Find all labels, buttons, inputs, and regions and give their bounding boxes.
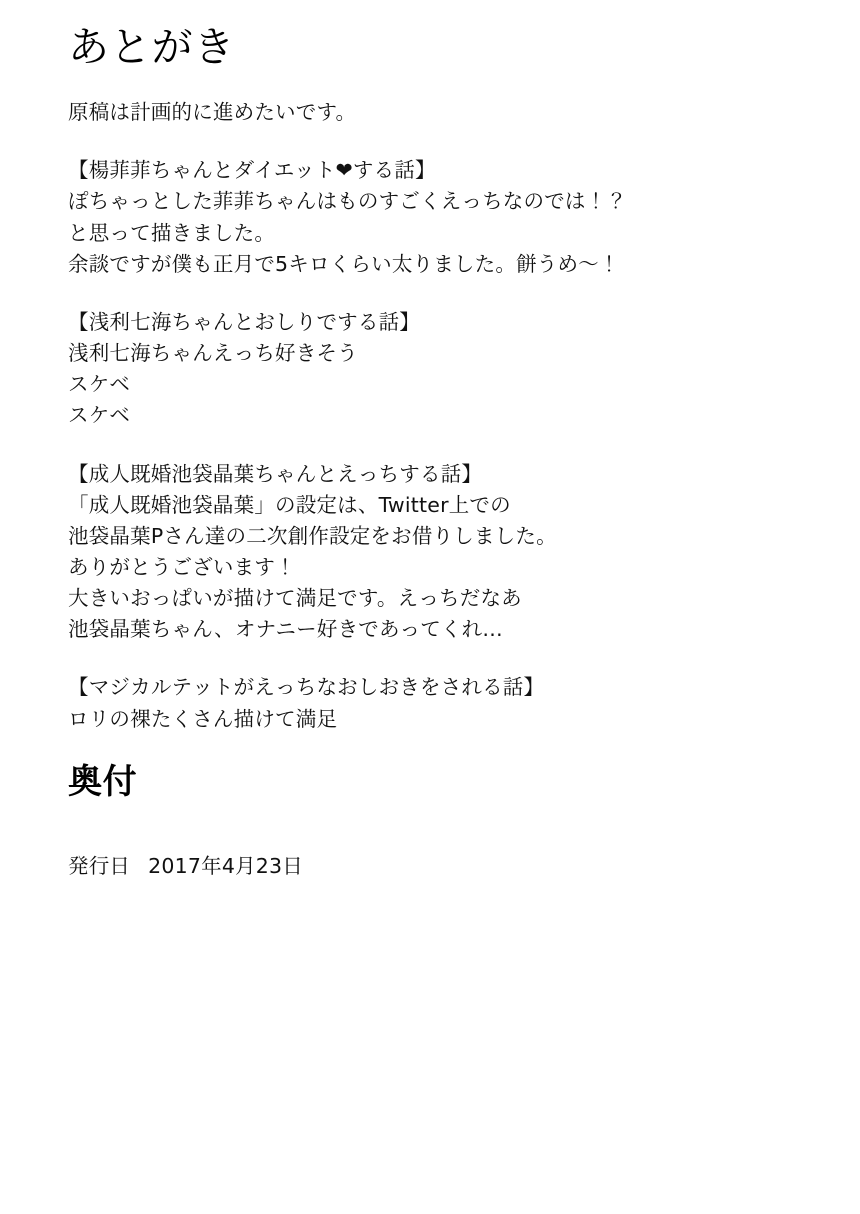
section-2 — [68, 307, 808, 432]
colophon-title: 奥付 — [68, 761, 138, 802]
section-3-line-4: 大きいおっぱいが描けて満足です。えっちだなあ — [68, 586, 522, 611]
section-4-heading: 【マジカルテットがえっちなおしおきをされる話】 — [68, 675, 545, 700]
intro-text: 原稿は計画的に進めたいです。 — [68, 100, 357, 125]
publication-date-label: 発行日 — [68, 853, 131, 878]
section-1-line-2: と思って描きました。 — [68, 220, 276, 245]
document-content — [68, 24, 808, 879]
section-3-line-1: 「成人既婚池袋晶葉」の設定は、Twitter上での — [68, 492, 511, 517]
section-3-line-5: 池袋晶葉ちゃん、オナニー好きであってくれ… — [68, 617, 504, 642]
section-3-line-2: 池袋晶葉Pさん達の二次創作設定をお借りしました。 — [68, 523, 557, 548]
section-3 — [68, 459, 808, 646]
section-3-line-3: ありがとうございます！ — [68, 555, 296, 580]
publication-line — [68, 849, 808, 879]
section-2-line-2: スケベ — [68, 372, 131, 397]
section-4-line-1: ロリの裸たくさん描けて満足 — [68, 706, 338, 731]
afterword-title: あとがき — [68, 23, 236, 71]
colophon-body — [68, 849, 808, 879]
section-1-line-3: 余談ですが僕も正月で5キロくらい太りました。餅うめ〜！ — [68, 251, 620, 276]
section-1-line-1: ぽちゃっとした菲菲ちゃんはものすごくえっちなのでは！？ — [68, 189, 628, 214]
section-3-heading: 【成人既婚池袋晶葉ちゃんとえっちする話】 — [68, 461, 483, 486]
publication-date-value: 2017年4月23日 — [148, 853, 303, 878]
section-1-heading: 【楊菲菲ちゃんとダイエット❤する話】 — [68, 158, 436, 183]
intro-section — [68, 97, 808, 128]
section-4 — [68, 672, 808, 734]
section-2-line-3: スケベ — [68, 403, 131, 428]
section-2-line-1: 浅利七海ちゃんえっち好きそう — [68, 341, 358, 366]
section-1 — [68, 155, 808, 280]
section-2-heading: 【浅利七海ちゃんとおしりでする話】 — [68, 309, 420, 334]
